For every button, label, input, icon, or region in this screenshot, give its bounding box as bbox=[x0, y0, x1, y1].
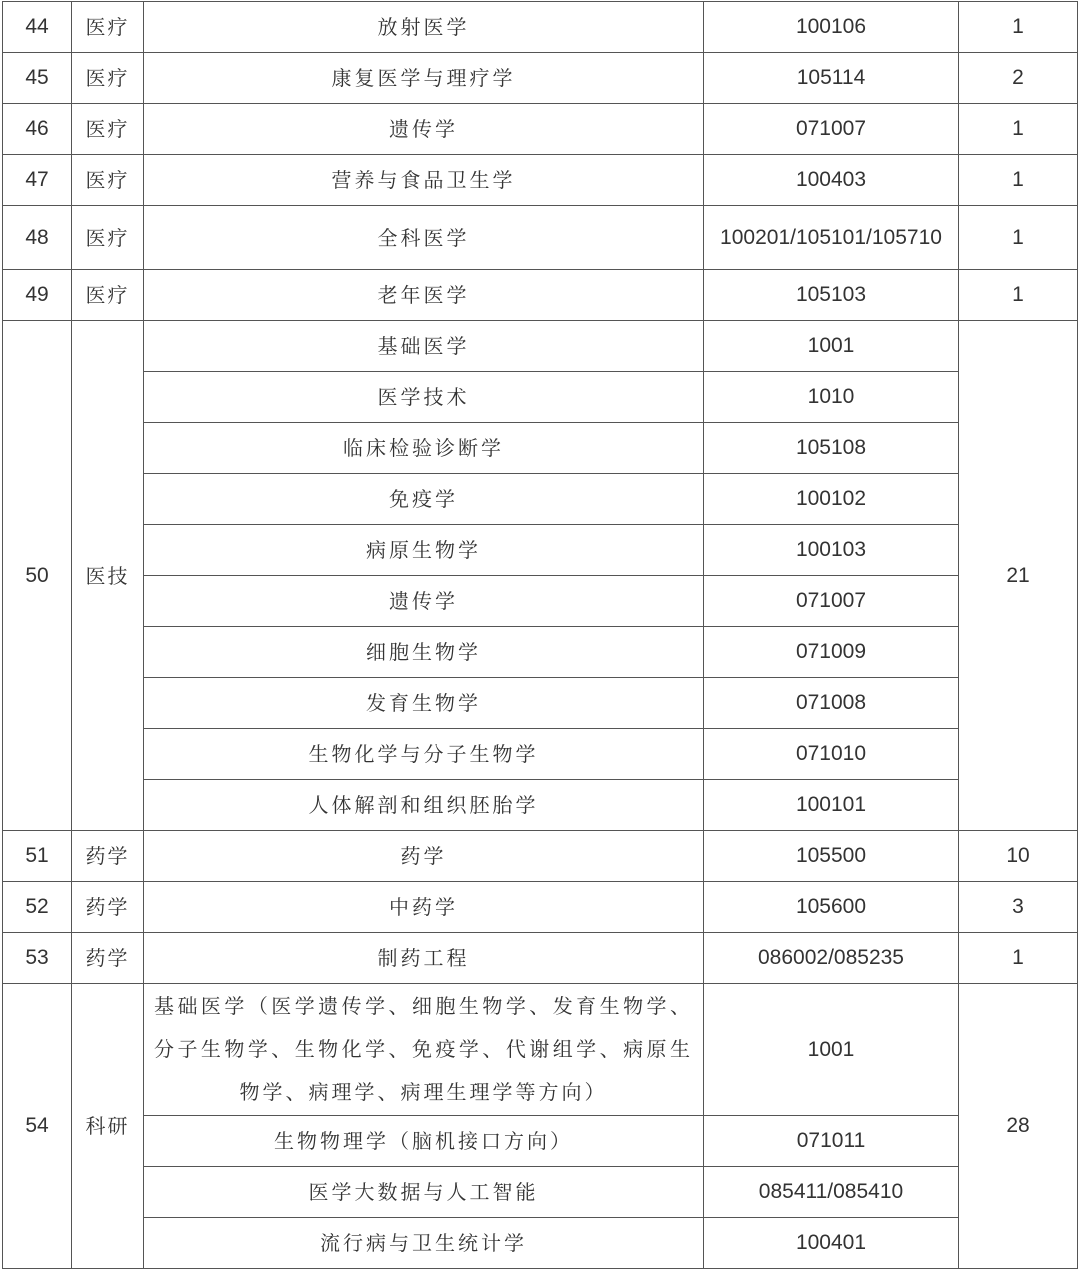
category-cell: 药学 bbox=[72, 882, 144, 933]
major-cell: 遗传学 bbox=[144, 104, 704, 155]
quota-cell: 1 bbox=[959, 270, 1078, 321]
table-row bbox=[3, 984, 1078, 1116]
table-row bbox=[3, 576, 1078, 627]
positions-table bbox=[2, 1, 1078, 1269]
code-cell: 100106 bbox=[704, 2, 959, 53]
code-cell: 105108 bbox=[704, 423, 959, 474]
category-cell: 医疗 bbox=[72, 155, 144, 206]
major-cell: 药学 bbox=[144, 831, 704, 882]
code-cell: 100403 bbox=[704, 155, 959, 206]
quota-cell: 1 bbox=[959, 2, 1078, 53]
table-row bbox=[3, 372, 1078, 423]
major-cell: 基础医学 bbox=[144, 321, 704, 372]
major-cell: 病原生物学 bbox=[144, 525, 704, 576]
code-cell: 1010 bbox=[704, 372, 959, 423]
code-cell: 085411/085410 bbox=[704, 1167, 959, 1218]
code-cell: 105103 bbox=[704, 270, 959, 321]
table-row bbox=[3, 104, 1078, 155]
table-row bbox=[3, 525, 1078, 576]
major-cell: 基础医学（医学遗传学、细胞生物学、发育生物学、分子生物学、生物化学、免疫学、代谢组学、病原生物学、病理学、病理生理学等方向） bbox=[144, 984, 704, 1116]
category-cell: 科研 bbox=[72, 984, 144, 1269]
row-number: 48 bbox=[3, 206, 72, 270]
row-number: 54 bbox=[3, 984, 72, 1269]
category-cell: 药学 bbox=[72, 933, 144, 984]
row-number: 47 bbox=[3, 155, 72, 206]
table-row bbox=[3, 1116, 1078, 1167]
table-row bbox=[3, 270, 1078, 321]
table-row bbox=[3, 474, 1078, 525]
major-cell: 发育生物学 bbox=[144, 678, 704, 729]
category-cell: 医疗 bbox=[72, 53, 144, 104]
quota-cell: 2 bbox=[959, 53, 1078, 104]
category-cell: 医疗 bbox=[72, 206, 144, 270]
row-number: 44 bbox=[3, 2, 72, 53]
code-cell: 100103 bbox=[704, 525, 959, 576]
table-row bbox=[3, 2, 1078, 53]
category-cell: 医疗 bbox=[72, 2, 144, 53]
major-cell: 制药工程 bbox=[144, 933, 704, 984]
major-cell: 临床检验诊断学 bbox=[144, 423, 704, 474]
major-cell: 人体解剖和组织胚胎学 bbox=[144, 780, 704, 831]
major-cell: 生物化学与分子生物学 bbox=[144, 729, 704, 780]
major-cell: 遗传学 bbox=[144, 576, 704, 627]
code-cell: 100201/105101/105710 bbox=[704, 206, 959, 270]
code-cell: 071009 bbox=[704, 627, 959, 678]
code-cell: 100101 bbox=[704, 780, 959, 831]
quota-cell: 1 bbox=[959, 933, 1078, 984]
quota-cell: 3 bbox=[959, 882, 1078, 933]
code-cell: 071007 bbox=[704, 104, 959, 155]
code-cell: 1001 bbox=[704, 984, 959, 1116]
row-number: 45 bbox=[3, 53, 72, 104]
code-cell: 071007 bbox=[704, 576, 959, 627]
quota-cell: 1 bbox=[959, 206, 1078, 270]
row-number: 51 bbox=[3, 831, 72, 882]
code-cell: 100102 bbox=[704, 474, 959, 525]
table-row bbox=[3, 1167, 1078, 1218]
category-cell: 医疗 bbox=[72, 270, 144, 321]
code-cell: 086002/085235 bbox=[704, 933, 959, 984]
category-cell: 药学 bbox=[72, 831, 144, 882]
code-cell: 071011 bbox=[704, 1116, 959, 1167]
code-cell: 1001 bbox=[704, 321, 959, 372]
code-cell: 105500 bbox=[704, 831, 959, 882]
table-row bbox=[3, 423, 1078, 474]
quota-cell: 28 bbox=[959, 984, 1078, 1269]
table-row bbox=[3, 882, 1078, 933]
major-cell: 流行病与卫生统计学 bbox=[144, 1218, 704, 1269]
row-number: 52 bbox=[3, 882, 72, 933]
table-row bbox=[3, 780, 1078, 831]
table-row bbox=[3, 729, 1078, 780]
major-cell: 中药学 bbox=[144, 882, 704, 933]
major-cell: 医学技术 bbox=[144, 372, 704, 423]
code-cell: 105114 bbox=[704, 53, 959, 104]
major-cell: 全科医学 bbox=[144, 206, 704, 270]
major-cell: 细胞生物学 bbox=[144, 627, 704, 678]
major-cell: 放射医学 bbox=[144, 2, 704, 53]
category-cell: 医技 bbox=[72, 321, 144, 831]
row-number: 49 bbox=[3, 270, 72, 321]
table-row bbox=[3, 155, 1078, 206]
code-cell: 071010 bbox=[704, 729, 959, 780]
quota-cell: 21 bbox=[959, 321, 1078, 831]
code-cell: 071008 bbox=[704, 678, 959, 729]
table-row bbox=[3, 53, 1078, 104]
table-row bbox=[3, 678, 1078, 729]
major-cell: 老年医学 bbox=[144, 270, 704, 321]
row-number: 53 bbox=[3, 933, 72, 984]
quota-cell: 1 bbox=[959, 155, 1078, 206]
table-row bbox=[3, 627, 1078, 678]
major-cell: 免疫学 bbox=[144, 474, 704, 525]
row-number: 46 bbox=[3, 104, 72, 155]
quota-cell: 1 bbox=[959, 104, 1078, 155]
table-row bbox=[3, 1218, 1078, 1269]
code-cell: 100401 bbox=[704, 1218, 959, 1269]
table-row bbox=[3, 933, 1078, 984]
table-row bbox=[3, 831, 1078, 882]
quota-cell: 10 bbox=[959, 831, 1078, 882]
major-cell: 生物物理学（脑机接口方向） bbox=[144, 1116, 704, 1167]
major-cell: 营养与食品卫生学 bbox=[144, 155, 704, 206]
table-row bbox=[3, 206, 1078, 270]
major-cell: 康复医学与理疗学 bbox=[144, 53, 704, 104]
row-number: 50 bbox=[3, 321, 72, 831]
table-row bbox=[3, 321, 1078, 372]
major-cell: 医学大数据与人工智能 bbox=[144, 1167, 704, 1218]
code-cell: 105600 bbox=[704, 882, 959, 933]
category-cell: 医疗 bbox=[72, 104, 144, 155]
